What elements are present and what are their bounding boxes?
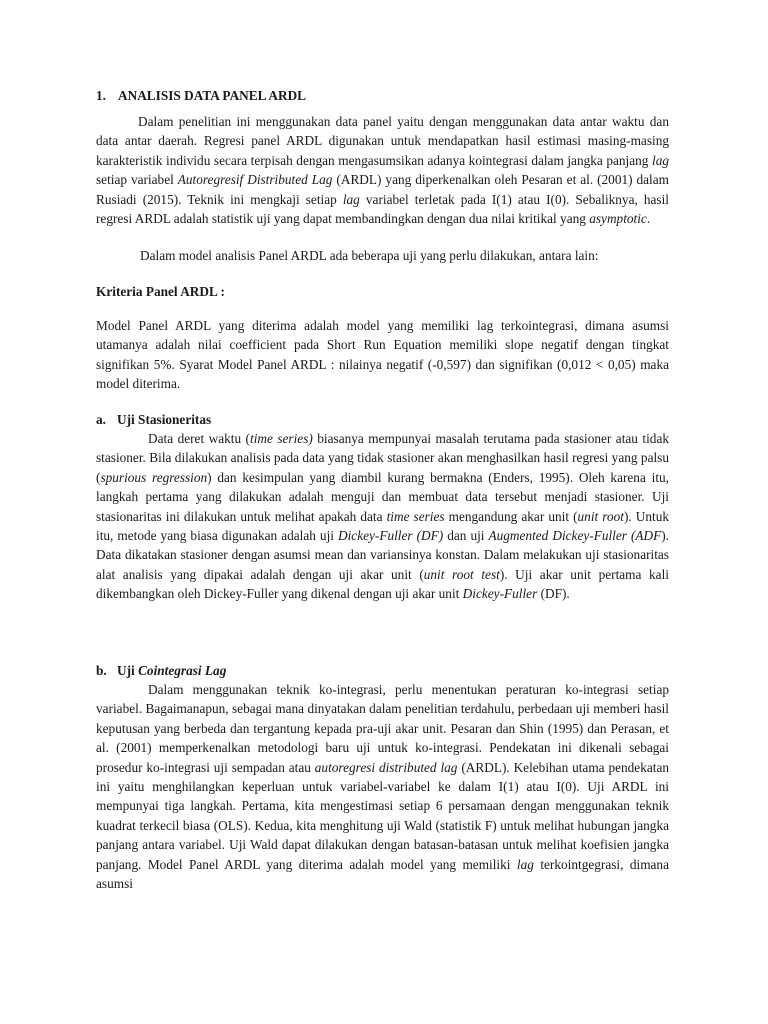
heading-number: 1. (96, 88, 106, 103)
subsection-b-heading: b. Uji Cointegrasi Lag (96, 663, 227, 678)
intro-paragraph: Dalam penelitian ini menggunakan data panel yaitu dengan menggunakan data antar waktu dan data antar daerah. Regresi panel ARDL digunakan untuk mendapatkan hasil estimasi masing-masing karakteristik individu secara terpisah dengan mengasumsikan adanya kointegrasi dalam jangka panjang lag setiap variabel Autoregresif Distributed Lag (ARDL) yang diperkenalkan oleh Pesaran et al. (2001) dalam Rusiadi (2015). Teknik ini mengkaji setiap lag variabel terletak pada I(1) atau I(0). Sebaliknya, hasil regresi ARDL adalah statistik uji yang dapat membandingkan dengan dua nilai kritikal yang asymptotic. (96, 114, 669, 227)
kriteria-paragraph: Model Panel ARDL yang diterima adalah model yang memiliki lag terkointegrasi, dimana asumsi utamanya adalah nilai coefficient pada Short Run Equation memiliki slope negatif dengan tingkat signifikan 5%. Syarat Model Panel ARDL : nilainya negatif (-0,597) dan signifikan (0,012 < 0,05) maka model diterima. (96, 318, 669, 392)
intro-paragraph-2: Dalam model analisis Panel ARDL ada beberapa uji yang perlu dilakukan, antara lain: (140, 248, 599, 263)
kriteria-title: Kriteria Panel ARDL : (96, 284, 225, 299)
subsection-a-paragraph: Data deret waktu (time series) biasanya mempunyai masalah terutama pada stasioner atau tidak stasioner. Bila dilakukan analisis pada data yang tidak stasioner akan menghasilkan hasil regresi yang palsu (spurious regression) dan kesimpulan yang diambil kurang bermakna (Enders, 1995). Oleh karena itu, langkah pertama yang dilakukan adalah menguji dan membuat data tersebut menjadi stasioner. Uji stasionaritas ini dilakukan untuk melihat apakah data time series mengandung akar unit (unit root). Untuk itu, metode yang biasa digunakan adalah uji Dickey-Fuller (DF) dan uji Augmented Dickey-Fuller (ADF). Data dikatakan stasioner dengan asumsi mean dan variansinya konstan. Dalam melakukan uji stasionaritas alat analisis yang dipakai adalah dengan uji akar unit (unit root test). Uji akar unit pertama kali dikembangkan oleh Dickey-Fuller yang dikenal dengan uji akar unit Dickey-Fuller (DF). (96, 431, 669, 602)
subsection-b-paragraph: Dalam menggunakan teknik ko-integrasi, perlu menentukan peraturan ko-integrasi setiap variabel. Bagaimanapun, sebagai mana dinyatakan dalam penelitian terdahulu, perbedaan uji memberi hasil keputusan yang berbeda dan tergantung kepada pra-uji akar unit. Pesaran dan Shin (1995) dan Perasan, et al. (2001) memperkenalkan metodologi baru uji untuk ko-integrasi. Pendekatan ini dikenali sebagai prosedur ko-integrasi uji sempadan atau autoregresi distributed lag (ARDL). Kelebihan utama pendekatan ini yaitu menghilangkan keperluan untuk variabel-variabel ke dalam I(1) atau I(0). Uji ARDL ini mempunyai tiga langkah. Pertama, kita mengestimasi setiap 6 persamaan dengan menggunakan teknik kuadrat terkecil biasa (OLS). Kedua, kita menghitung uji Wald (statistik F) untuk melihat hubungan jangka panjang antara variabel. Uji Wald dapat dilakukan dengan batasan-batasan untuk melihat koefisien jangka panjang. Model Panel ARDL yang diterima adalah model yang memiliki lag terkointgegrasi, dimana asumsi (96, 682, 669, 892)
subsection-a-heading: a. Uji Stasioneritas (96, 412, 212, 427)
section-heading (96, 86, 669, 105)
heading-title: ANALISIS DATA PANEL ARDL (118, 88, 307, 103)
